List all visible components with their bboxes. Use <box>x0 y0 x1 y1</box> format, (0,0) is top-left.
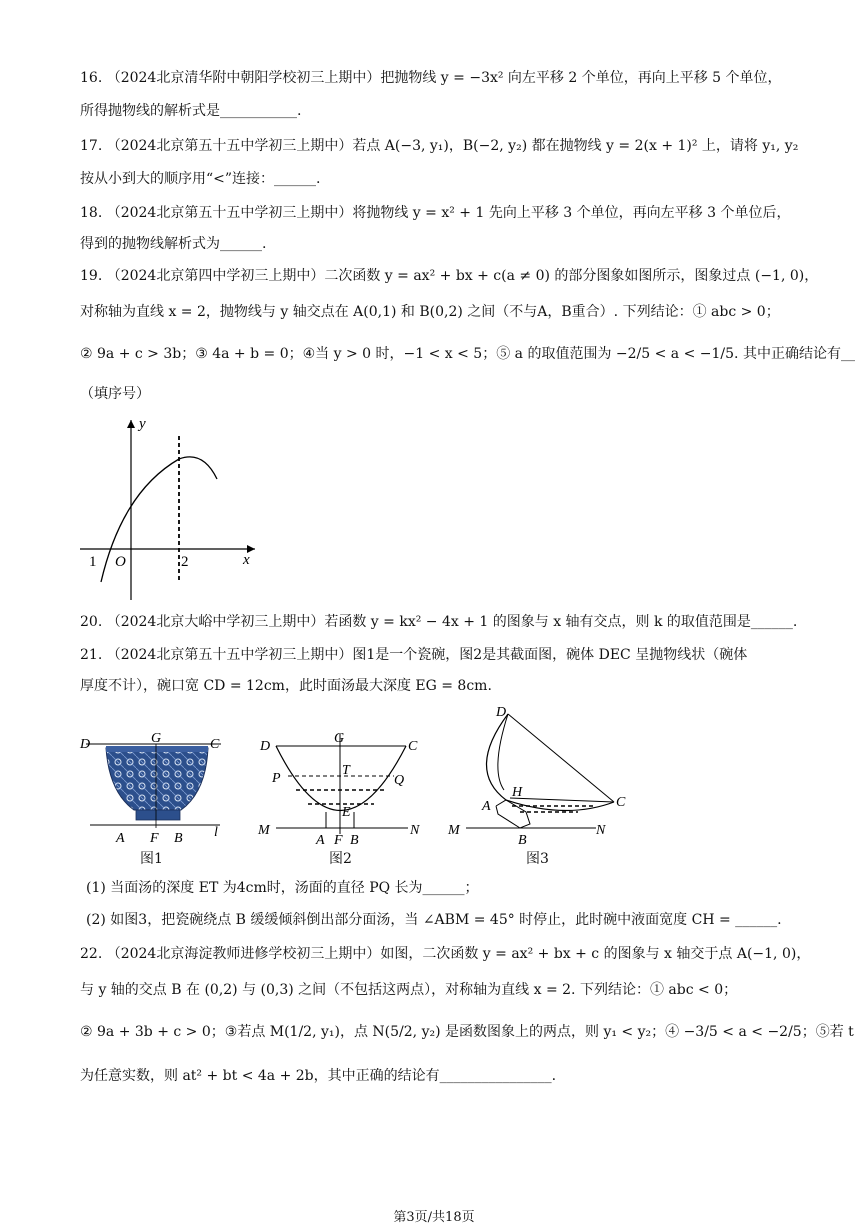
q21-part2: (2) 如图3，把瓷碗绕点 B 缓缓倾斜倒出部分面汤，当 ∠ABM = 45° 时停止，此时碗中液面宽度 CH = ______. <box>86 912 782 928</box>
fig2-label-E: E <box>342 805 351 820</box>
fig1-label-C: C <box>210 737 220 752</box>
fig2-label-Q: Q <box>394 773 405 788</box>
fig2-label-F: F <box>334 833 343 846</box>
fig1-label-A: A <box>116 831 125 842</box>
fig3-tilted-bowl <box>446 700 646 848</box>
fig3-label-B: B <box>518 833 527 848</box>
y-axis-arrow <box>127 420 135 428</box>
fig2-label-B: B <box>350 833 359 846</box>
fig3-caption: 图3 <box>526 851 549 867</box>
q16-line2: 所得抛物线的解析式是___________. <box>80 103 302 119</box>
fig3-label-M: M <box>448 823 460 838</box>
q18-line1: 18. （2024北京第五十五中学初三上期中）将抛物线 y = x² + 1 先向上平移 3 个单位，再向左平移 3 个单位后， <box>80 205 791 221</box>
bowl-foot <box>136 810 180 820</box>
q20-line1: 20. （2024北京大峪中学初三上期中）若函数 y = kx² − 4x + 1 的图象与 x 轴有交点，则 k 的取值范围是______. <box>80 614 798 630</box>
fig1-label-B: B <box>174 831 183 842</box>
rim-DC-3 <box>508 714 614 802</box>
fig3-label-D: D <box>496 705 507 720</box>
liquid-HC <box>510 798 614 802</box>
fig2-label-A: A <box>316 833 325 846</box>
fig2-cross-section <box>256 730 426 846</box>
q19-line3: ② 9a + c > 3b；③ 4a + b = 0；④当 y > 0 时，−1 < x < 5；⑤ a 的取值范围为 −2/5 < a < −1/5. 其中正确结论有__ <box>80 346 855 362</box>
bowl-inner-3 <box>498 714 508 790</box>
fig2-caption: 图2 <box>329 851 352 867</box>
origin-label: O <box>115 554 126 570</box>
parabola-DEC <box>276 746 406 811</box>
bowl-rim-band <box>106 746 208 752</box>
q22-line4: 为任意实数，则 at² + bt < 4a + 2b，其中正确的结论有________________. <box>80 1068 557 1084</box>
q22-line1: 22. （2024北京海淀教师进修学校初三上期中）如图，二次函数 y = ax² + bx + c 的图象与 x 轴交于点 A(−1, 0)， <box>80 946 811 962</box>
fig2-label-P: P <box>272 771 281 786</box>
bowl-curve-3 <box>486 714 614 811</box>
fig2-label-M: M <box>258 823 270 838</box>
fig1-label-F: F <box>150 831 159 842</box>
q19-parabola-graph <box>75 412 265 604</box>
fig3-label-H: H <box>512 785 523 800</box>
q19-line2: 对称轴为直线 x = 2，抛物线与 y 轴交点在 A(0,1) 和 B(0,2) 之间（不与A，B重合）. 下列结论：① abc > 0； <box>80 304 780 320</box>
fig2-label-G: G <box>334 731 345 746</box>
fig3-label-C: C <box>616 795 626 810</box>
fig3-label-N: N <box>596 823 606 838</box>
q19-line4: （填序号） <box>80 386 150 402</box>
fig1-label-D: D <box>80 737 91 752</box>
fig2-label-D: D <box>260 739 271 754</box>
fig2-label-C: C <box>408 739 418 754</box>
q21-line1: 21. （2024北京第五十五中学初三上期中）图1是一个瓷碗，图2是其截面图，碗体 DEC 呈抛物线状（碗体 <box>80 647 748 663</box>
fig1-caption: 图1 <box>140 851 163 867</box>
fig1-label-l: l <box>214 825 218 840</box>
two-label: 2 <box>181 554 189 570</box>
q22-line3: ② 9a + 3b + c > 0；③若点 M(1/2, y₁)，点 N(5/2, y₂) 是函数图象上的两点，则 y₁ < y₂；④ −3/5 < a < −2/5；⑤若 t <box>80 1024 854 1040</box>
q21-line2: 厚度不计），碗口宽 CD = 12cm，此时面汤最大深度 EG = 8cm. <box>80 678 492 694</box>
bowl-body <box>106 748 208 810</box>
fig1-porcelain-bowl <box>76 732 226 842</box>
fig1-label-G: G <box>151 732 162 746</box>
neg-one-label: 1 <box>89 554 97 570</box>
fig3-label-A: A <box>482 799 491 814</box>
q16-line1: 16. （2024北京清华附中朝阳学校初三上期中）把抛物线 y = −3x² 向左平移 2 个单位，再向上平移 5 个单位， <box>80 70 782 86</box>
q17-line1: 17. （2024北京第五十五中学初三上期中）若点 A(−3, y₁)，B(−2, y₂) 都在抛物线 y = 2(x + 1)² 上，请将 y₁, y₂ <box>80 138 799 154</box>
q17-line2: 按从小到大的顺序用“<”连接：______. <box>80 171 321 187</box>
q21-part1: (1) 当面汤的深度 ET 为4cm时，汤面的直径 PQ 长为______； <box>86 880 479 896</box>
foot-3 <box>496 800 530 828</box>
fig2-label-N: N <box>410 823 420 838</box>
q18-line2: 得到的抛物线解析式为______. <box>80 236 267 252</box>
x-label: x <box>243 552 250 568</box>
fig2-label-T: T <box>342 763 350 778</box>
q22-line2: 与 y 轴的交点 B 在 (0,2) 与 (0,3) 之间（不包括这两点），对称轴为直线 x = 2. 下列结论：① abc < 0； <box>80 982 738 998</box>
page-footer: 第3页/共18页 <box>393 1210 475 1225</box>
q19-line1: 19. （2024北京第四中学初三上期中）二次函数 y = ax² + bx + c(a ≠ 0) 的部分图象如图所示，图象过点 (−1, 0)， <box>80 268 819 284</box>
y-label: y <box>139 416 146 432</box>
